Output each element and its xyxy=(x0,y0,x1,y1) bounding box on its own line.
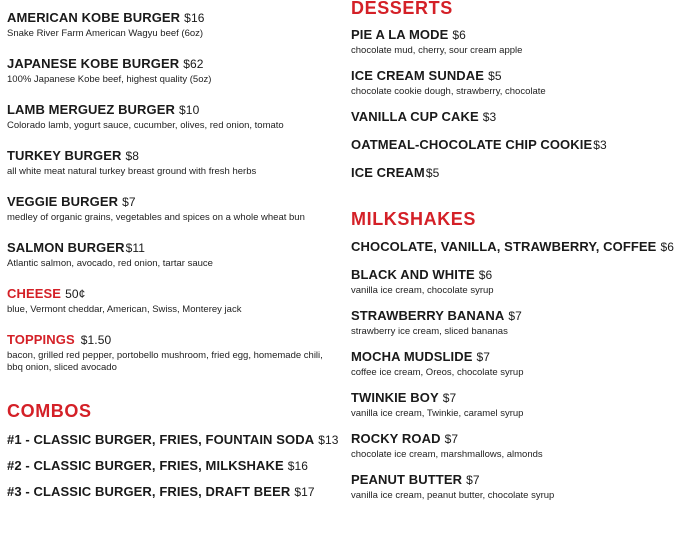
item-name: ICE CREAM SUNDAE xyxy=(351,68,485,83)
item-description: vanilla ice cream, peanut butter, chocolate syrup xyxy=(351,490,555,501)
item-price: $11 xyxy=(125,241,146,255)
menu-item-japanese-kobe xyxy=(7,56,211,86)
item-name: PIE A LA MODE xyxy=(351,27,449,42)
item-description: vanilla ice cream, Twinkie, caramel syrup xyxy=(351,408,524,419)
item-name: TURKEY BURGER xyxy=(7,148,122,163)
dessert-item-pie-a-la-mode xyxy=(351,27,522,57)
item-price: $1.50 xyxy=(80,333,112,347)
item-name: #2 - CLASSIC BURGER, FRIES, MILKSHAKE xyxy=(7,458,284,473)
item-name: #1 - CLASSIC BURGER, FRIES, FOUNTAIN SODA xyxy=(7,432,315,447)
item-price: $5 xyxy=(488,69,502,83)
item-price: $16 xyxy=(184,11,205,25)
item-name: CHEESE xyxy=(7,286,62,301)
milkshake-item-black-and-white xyxy=(351,267,494,297)
item-name: ICE CREAM xyxy=(351,165,425,180)
menu-item-cheese xyxy=(7,286,241,316)
milkshake-item-twinkie-boy xyxy=(351,390,523,420)
item-description: Colorado lamb, yogurt sauce, cucumber, olives, red onion, tomato xyxy=(7,120,284,131)
combo-item-2 xyxy=(7,458,308,474)
menu-item-american-kobe xyxy=(7,10,205,40)
item-price: $7 xyxy=(444,432,459,446)
milkshake-item-peanut-butter xyxy=(351,472,554,502)
item-description: chocolate mud, cherry, sour cream apple xyxy=(351,45,523,56)
item-name: VEGGIE BURGER xyxy=(7,194,119,209)
item-name: TOPPINGS xyxy=(7,332,75,347)
milkshake-item-rocky-road xyxy=(351,431,543,461)
item-price: $7 xyxy=(476,350,491,364)
item-description: bacon, grilled red pepper, portobello mushroom, fried egg, homemade chili, bbq onion, sliced avocado xyxy=(7,350,323,373)
item-price: $13 xyxy=(318,433,339,447)
item-price: $3 xyxy=(482,110,497,124)
item-name: MOCHA MUDSLIDE xyxy=(351,349,473,364)
item-price: $3 xyxy=(593,138,607,152)
section-title-combos: COMBOS xyxy=(7,401,92,421)
section-title-desserts: DESSERTS xyxy=(351,0,453,18)
item-name: BLACK AND WHITE xyxy=(351,267,475,282)
item-price: 50¢ xyxy=(65,287,86,301)
item-price: $17 xyxy=(294,485,315,499)
item-price: $7 xyxy=(466,473,480,487)
item-name: VANILLA CUP CAKE xyxy=(351,109,479,124)
menu-item-turkey xyxy=(7,148,256,178)
menu-item-veggie xyxy=(7,194,305,224)
dessert-item-oatmeal-cookie xyxy=(351,137,607,153)
item-name: TWINKIE BOY xyxy=(351,390,439,405)
item-price: $8 xyxy=(125,149,140,163)
milkshake-item-flavors xyxy=(351,239,674,255)
combo-item-1 xyxy=(7,432,339,448)
combo-item-3 xyxy=(7,484,315,500)
item-price: $7 xyxy=(508,309,522,323)
item-name: SALMON BURGER xyxy=(7,240,125,255)
item-price: $6 xyxy=(452,28,466,42)
milkshake-item-strawberry-banana xyxy=(351,308,522,338)
item-price: $7 xyxy=(442,391,457,405)
milkshake-item-mocha-mudslide xyxy=(351,349,524,379)
item-price: $6 xyxy=(478,268,493,282)
section-title-milkshakes: MILKSHAKES xyxy=(351,209,477,229)
menu-item-salmon xyxy=(7,240,213,270)
item-name: CHOCOLATE, VANILLA, STRAWBERRY, COFFEE xyxy=(351,239,657,254)
item-price: $10 xyxy=(179,103,200,117)
item-name: STRAWBERRY BANANA xyxy=(351,308,505,323)
item-description: coffee ice cream, Oreos, chocolate syrup xyxy=(351,367,524,378)
item-description: blue, Vermont cheddar, American, Swiss, Monterey jack xyxy=(7,304,242,315)
item-name: LAMB MERGUEZ BURGER xyxy=(7,102,176,117)
item-price: $62 xyxy=(183,57,204,71)
item-description: strawberry ice cream, sliced bananas xyxy=(351,326,508,337)
item-description: 100% Japanese Kobe beef, highest quality (5oz) xyxy=(7,74,212,85)
item-description: medley of organic grains, vegetables and spices on a whole wheat bun xyxy=(7,212,305,223)
item-price: $5 xyxy=(425,166,440,180)
item-price: $16 xyxy=(287,459,309,473)
dessert-item-vanilla-cup-cake xyxy=(351,109,496,125)
item-name: JAPANESE KOBE BURGER xyxy=(7,56,180,71)
menu-item-lamb-merguez xyxy=(7,102,284,132)
item-name: ROCKY ROAD xyxy=(351,431,441,446)
item-name: #3 - CLASSIC BURGER, FRIES, DRAFT BEER xyxy=(7,484,291,499)
dessert-item-ice-cream xyxy=(351,165,439,181)
item-price: $7 xyxy=(122,195,136,209)
dessert-item-ice-cream-sundae xyxy=(351,68,546,98)
item-name: OATMEAL-CHOCOLATE CHIP COOKIE xyxy=(351,137,593,152)
item-description: chocolate cookie dough, strawberry, chocolate xyxy=(351,86,546,97)
item-description: vanilla ice cream, chocolate syrup xyxy=(351,285,494,296)
item-name: PEANUT BUTTER xyxy=(351,472,463,487)
item-description: all white meat natural turkey breast ground with fresh herbs xyxy=(7,166,257,177)
item-name: AMERICAN KOBE BURGER xyxy=(7,10,181,25)
item-description: chocolate ice cream, marshmallows, almonds xyxy=(351,449,543,460)
item-price: $6 xyxy=(660,240,675,254)
menu-item-toppings xyxy=(7,332,325,374)
item-description: Atlantic salmon, avocado, red onion, tartar sauce xyxy=(7,258,213,269)
item-description: Snake River Farm American Wagyu beef (6oz) xyxy=(7,28,204,39)
